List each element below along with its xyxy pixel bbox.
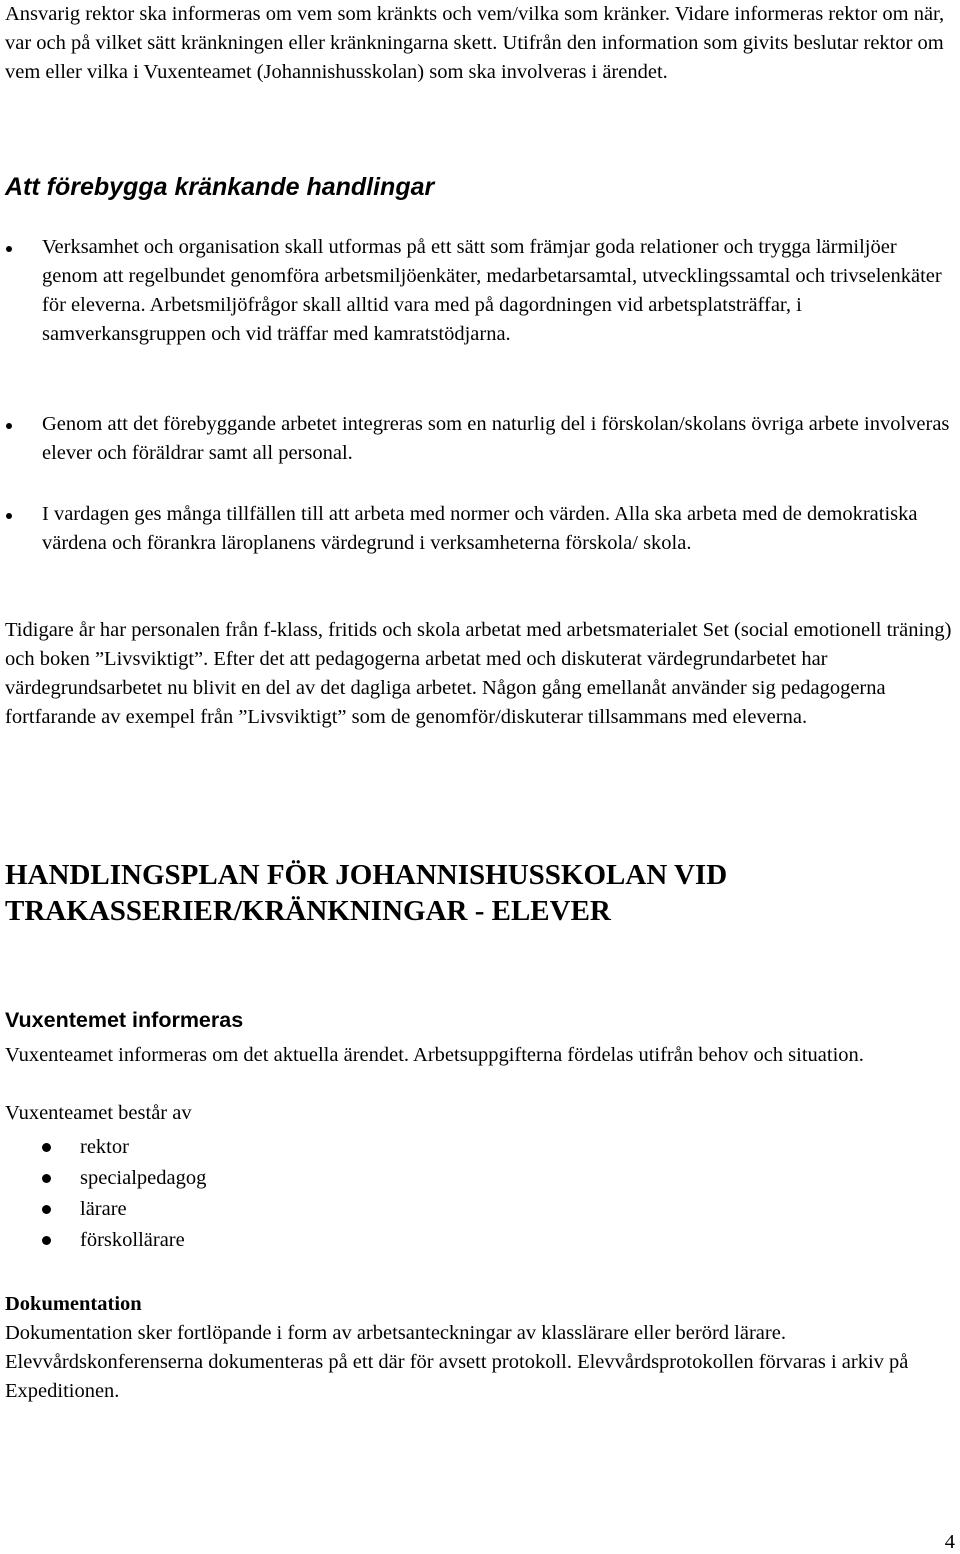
list-item [5,410,955,468]
bullet-icon [42,1205,51,1214]
bullet-icon [6,513,12,519]
member-text: specialpedagog [80,1167,207,1189]
prevent-paragraph: Tidigare år har personalen från f-klass, fritids och skola arbetat med arbetsmaterialet Set (social emotionell träning) och boken ”Livsviktigt”. Efter det att pedagogerna arbetat med och diskuterat värdegrundarbetet har värdegrundsarbetet nu blivit en del av det dagliga arbetet. Någon gång emellanåt använder sig pedagogerna fortfarande av exempel från ”Livsviktigt” som de genomför/diskuterar tillsammans med eleverna. [5,619,952,728]
bullet-icon [6,246,12,252]
prevent-bullet-list-2 [5,410,955,468]
prevent-bullet-list-3 [5,500,955,558]
vuxenteam-heading: Vuxentemet informeras [5,1008,244,1032]
documentation-text: Dokumentation sker fortlöpande i form av arbetsanteckningar av klasslärare eller berörd lärare. Elevvårdskonferenserna dokumenteras på ett där för avsett protokoll. Elevvårdsprotokollen förvaras i arkiv på Expeditionen. [5,1322,909,1402]
bullet-icon [42,1143,51,1152]
list-item [5,1163,955,1194]
member-list [5,1132,955,1256]
list-item-text: Genom att det förebyggande arbetet integreras som en naturlig del i förskolan/skolans övriga arbete involveras elever och föräldrar samt all personal. [42,413,950,464]
page-number: 4 [944,1531,955,1553]
intro-paragraph: Ansvarig rektor ska informeras om vem som kränkts och vem/vilka som kränker. Vidare informeras rektor om när, var och på vilket sätt kränkningen eller kränkningarna skett. Utifrån den information som givits beslutar rektor om vem eller vilka i Vuxenteamet (Johannishusskolan) som ska involveras i ärendet. [5,3,945,83]
list-item-text: I vardagen ges många tillfällen till att arbeta med normer och värden. Alla ska arbeta med de demokratiska värdena och förankra läroplanens värdegrund i verksamheterna förskola/ skola. [42,503,918,554]
bullet-icon [42,1174,51,1183]
plan-title-line-1: HANDLINGSPLAN FÖR JOHANNISHUSSKOLAN VID [5,859,728,891]
list-item [5,233,955,349]
bullet-icon [42,1236,51,1245]
list-item-text: Verksamhet och organisation skall utformas på ett sätt som främjar goda relationer och trygga lärmiljöer genom att regelbundet genomföra arbetsmiljöenkäter, medarbetarsamtal, utvecklingssamtal och trivselenkäter för eleverna. Arbetsmiljöfrågor skall alltid vara med på dagordningen vid arbetsplatsträffar, i samverkansgruppen och vid träffar med kamratstödjarna. [42,236,942,345]
documentation-heading: Dokumentation [5,1293,142,1315]
list-item [5,1132,955,1163]
prevent-heading: Att förebygga kränkande handlingar [5,173,435,201]
member-text: rektor [80,1136,129,1158]
list-item [5,500,955,558]
prevent-bullet-list [5,233,955,349]
vuxenteam-text: Vuxenteamet informeras om det aktuella ärendet. Arbetsuppgifterna fördelas utifrån behov och situation. [5,1044,864,1066]
member-text: lärare [80,1198,127,1220]
vuxenteam-consists-label: Vuxenteamet består av [5,1102,192,1124]
plan-title [5,857,727,929]
list-item [5,1225,955,1256]
member-text: förskollärare [80,1229,185,1251]
list-item [5,1194,955,1225]
plan-title-line-2: TRAKASSERIER/KRÄNKNINGAR - ELEVER [5,895,611,927]
bullet-icon [6,423,12,429]
